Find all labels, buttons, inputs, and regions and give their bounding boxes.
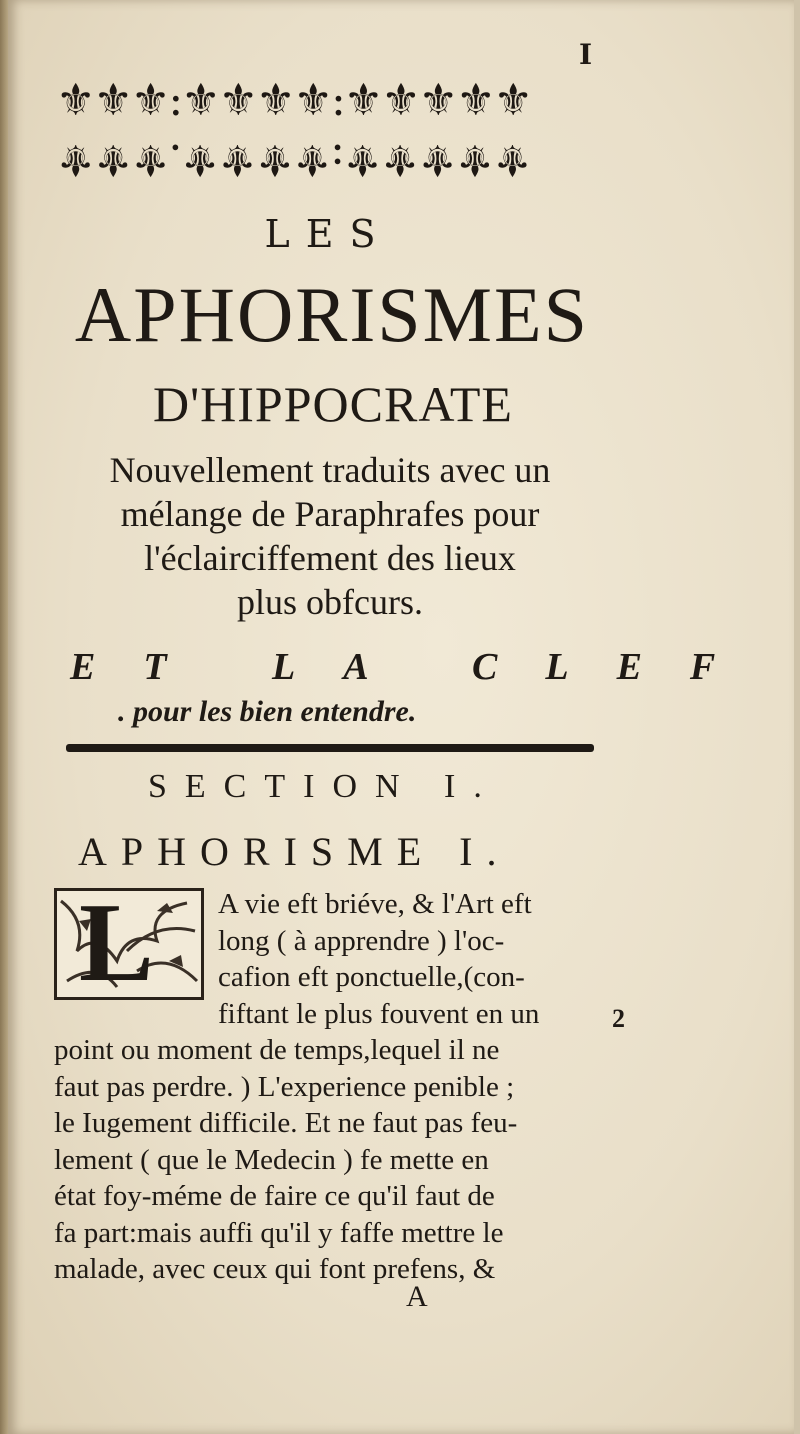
body-line: fa part:mais auffi qu'il y faffe mettre le: [54, 1216, 504, 1249]
signature-catchword: A: [406, 1280, 428, 1313]
fleur-de-lis-row-bottom: ⚜⚜⚜.⚜⚜⚜⚜:⚜⚜⚜⚜⚜: [56, 134, 531, 185]
title-main: APHORISMES: [74, 271, 590, 358]
body-line: cafion eft ponctuelle,(con-: [218, 961, 525, 993]
title-article: LES: [264, 212, 392, 256]
body-line: malade, avec ceux qui font prefens, &: [54, 1253, 496, 1285]
horizontal-rule: [66, 744, 594, 752]
body-line: A vie eft briéve, & l'Art eft: [218, 888, 532, 920]
aphorisme-heading: APHORISME I.: [78, 829, 511, 874]
aphorism-body: [54, 881, 614, 1288]
fleur-de-lis-row-top: ⚜⚜⚜:⚜⚜⚜⚜:⚜⚜⚜⚜⚜: [56, 75, 531, 126]
page-folio-number: I: [579, 38, 593, 71]
description-line: Nouvellement traduits avec un: [109, 450, 551, 490]
body-line: lement ( que le Medecin ) fe mette en: [54, 1143, 489, 1176]
fleur-de-lis-ornament-band: [56, 72, 596, 192]
book-binding-edge: [0, 0, 8, 1434]
description-line: plus obfcurs.: [237, 582, 423, 622]
title-description: [60, 448, 600, 624]
section-heading: SECTION I.: [148, 768, 500, 805]
body-line: faut pas perdre. ) L'experience penible ;: [54, 1070, 515, 1103]
body-line: fiftant le plus fouvent en un: [218, 997, 540, 1030]
title-subtitle: D'HIPPOCRATE: [153, 376, 513, 432]
margin-note-number: 2: [612, 1004, 625, 1033]
body-line: point ou moment de temps,lequel il ne: [54, 1034, 500, 1066]
body-line: long ( à apprendre ) l'oc-: [218, 924, 505, 957]
clef-subheading: . pour les bien entendre.: [118, 695, 417, 728]
clef-heading: ET LA CLEF: [70, 646, 764, 688]
description-line: l'éclairciffement des lieux: [144, 538, 516, 578]
description-line: mélange de Paraphrafes pour: [120, 494, 540, 534]
book-page: [8, 0, 794, 1434]
body-line: état foy-méme de faire ce qu'il faut de: [54, 1180, 495, 1212]
drop-cap-letter: L: [79, 881, 154, 1005]
body-line: le Iugement difficile. Et ne faut pas feu-: [54, 1107, 518, 1139]
